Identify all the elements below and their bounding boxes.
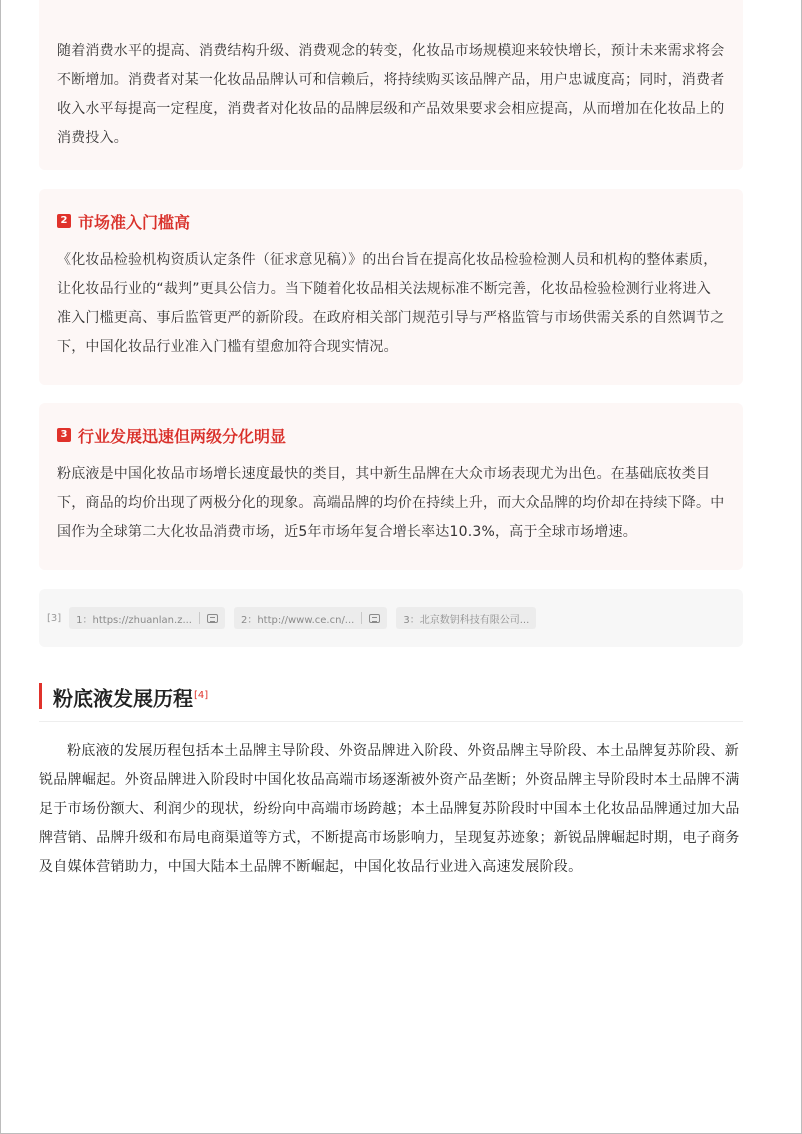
external-link-icon[interactable] (369, 614, 380, 623)
separator (361, 612, 362, 624)
card-title: 行业发展迅速但两级分化明显 (78, 426, 287, 446)
reference-chip-1[interactable] (69, 607, 225, 629)
card-title: 市场准入门槛高 (78, 212, 191, 232)
section-title-text: 粉底液发展历程 (53, 686, 193, 711)
external-link-icon[interactable] (207, 614, 218, 623)
card-body: 随着消费水平的提高、消费结构升级、消费观念的转变，化妆品市场规模迎来较快增长，预计未来需求将会不断增加。消费者对某一化妆品品牌认可和信赖后，将持续购买该品牌产品，用户忠诚度高；同时，消费者收入水平每提高一定程度，消费者对化妆品的品牌层级和产品效果要求会相应提高，从而增加在化妆品上的消费投入。 (57, 43, 725, 146)
separator (199, 612, 200, 624)
number-badge: 2 (57, 214, 71, 228)
footnote-marker[interactable]: [4] (194, 690, 209, 701)
reference-link-text: 2：http://www.ce.cn/... (240, 614, 355, 626)
card-consumption-upgrade (39, 0, 743, 170)
card-industry-polarization (39, 403, 743, 570)
reference-link-text: 3：北京数钥科技有限公司... (403, 614, 530, 626)
section-header (39, 682, 743, 722)
reference-index: [3] (47, 612, 62, 624)
section-body: 粉底液的发展历程包括本土品牌主导阶段、外资品牌进入阶段、外资品牌主导阶段、本土品牌复苏阶段、新锐品牌崛起。外资品牌进入阶段时中国化妆品高端市场逐渐被外资产品垄断；外资品牌主导阶段时本土品牌不满足于市场份额大、利润少的现状，纷纷向中高端市场跨越；本土品牌复苏阶段时中国本土化妆品品牌通过加大品牌营销、品牌升级和布局电商渠道等方式，不断提高市场影响力，呈现复苏迹象；新锐品牌崛起时期，电子商务及自媒体营销助力，中国大陆本土品牌不断崛起，中国化妆品行业进入高速发展阶段。 (39, 743, 740, 875)
card-body: 《化妆品检验机构资质认定条件（征求意见稿）》的出台旨在提高化妆品检验检测人员和机构的整体素质，让化妆品行业的“裁判”更具公信力。当下随着化妆品相关法规标准不断完善，化妆品检验检测行业将进入准入门槛更高、事后监管更严的新阶段。在政府相关部门规范引导与严格监管与市场供需关系的自然调节之下，中国化妆品行业准入门槛有望愈加符合现实情况。 (57, 252, 725, 355)
reference-chip-3[interactable] (396, 607, 536, 629)
card-market-entry-barrier (39, 189, 743, 385)
card-heading (57, 209, 725, 233)
number-badge: 3 (57, 428, 71, 442)
card-heading (57, 423, 725, 447)
references-bar (39, 589, 743, 647)
section-accent-bar (39, 683, 42, 709)
reference-link-text: 1：https://zhuanlan.z... (76, 614, 192, 626)
reference-chip-2[interactable] (234, 607, 387, 629)
card-body: 粉底液是中国化妆品市场增长速度最快的类目，其中新生品牌在大众市场表现尤为出色。在基础底妆类目下，商品的均价出现了两极分化的现象。高端品牌的均价在持续上升，而大众品牌的均价却在持续下降。中国作为全球第二大化妆品消费市场，近5年市场年复合增长率达10.3%，高于全球市场增速。 (57, 466, 725, 540)
section-title (53, 682, 208, 713)
